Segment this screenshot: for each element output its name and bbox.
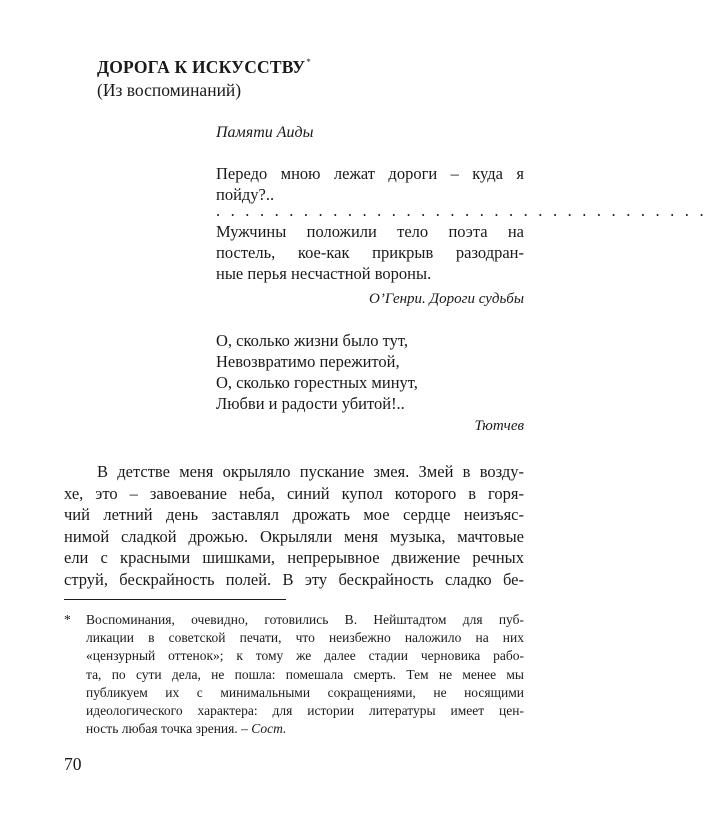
poem-line: О, сколько жизни было тут, [216,331,408,350]
body-line: ели с красными шишками, непрерывное движение речных [64,548,524,568]
footnote-last-line-text: ность любая точка зрения. – [86,721,248,737]
footnote-line: публикуем их с минимальными сокращениями, не носящими [86,684,524,700]
epigraph-ellipsis-line: . . . . . . . . . . . . . . . . . . . . . . . . . . . . . . . . . . [216,201,707,220]
footnote-line: идеологического характера: для истории литературы имеет цен- [86,703,524,719]
chapter-subtitle: (Из воспоминаний) [97,80,242,100]
footnote-line: та, по сути дела, не пошла: помешала смерть. Тем не менее мы [86,666,524,682]
body-line: струй, бескрайность полей. В эту бескрайность сладко бе- [64,569,524,589]
epigraph-line: пойду?.. [216,185,275,204]
page-number: 70 [64,754,82,774]
epigraph-line: Мужчины положили тело поэта на [216,222,524,241]
footnote-line: ликации в советской печати, что неизбежно наложило на них [86,630,524,646]
poem-line: Невозвратимо пережитой, [216,352,400,371]
chapter-title [97,57,311,78]
epigraph-line: Передо мною лежат дороги – куда я [216,164,524,183]
epigraph-line: ные перья несчастной вороны. [216,264,432,283]
epigraph-poem [216,330,524,414]
footnote-divider [64,599,286,600]
footnote-first-line-text: Воспоминания, очевидно, готовились В. Нейштадтом для пуб- [86,612,524,627]
body-line: В детстве меня окрыляло пускание змея. Змей в возду- [97,462,524,481]
poem-line: О, сколько горестных минут, [216,373,418,392]
footnote-signature: Сост. [251,721,287,737]
poem-attribution: Тютчев [474,418,524,434]
epigraph-line: постель, кое-как прикрыв разодран- [216,243,524,262]
dedication: Памяти Аиды [216,124,314,141]
body-line: нимой сладкой дрожью. Окрыляли меня музыка, мачтовые [64,526,524,546]
footnote-line: «цензурный оттенок»; к тому же далее стадии черновика рабо- [86,648,524,664]
epigraph-prose [216,163,707,284]
chapter-title-text: ДОРОГА К ИСКУССТВУ [97,57,306,77]
footnote-reference-mark: * [306,57,311,67]
footnote-line [64,611,524,629]
epigraph-attribution: О’Генри. Дороги судьбы [369,291,524,307]
body-line: хе, это – завоевание неба, синий купол которого в горя- [64,483,524,503]
body-line: чий летний день заставлял дрожать мое сердце неизъяс- [64,505,524,525]
poem-line: Любви и радости убитой!.. [216,394,405,413]
footnote-marker: * [64,612,71,627]
body-paragraph [64,461,524,591]
footnote [64,611,524,738]
footnote-line [64,720,524,738]
